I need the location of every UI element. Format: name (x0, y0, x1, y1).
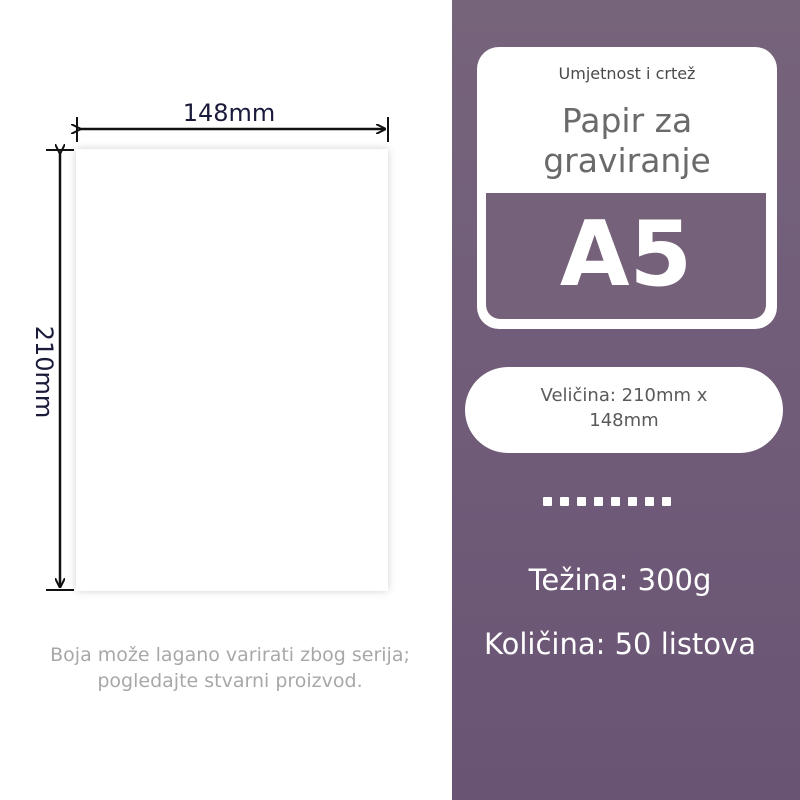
weight-spec: Težina: 300g (528, 563, 712, 597)
divider-dot (560, 497, 569, 506)
divider-dot (577, 497, 586, 506)
height-label: 210mm (30, 325, 58, 419)
divider-dot (628, 497, 637, 506)
width-label: 148mm (182, 99, 276, 127)
divider-dot (543, 497, 552, 506)
divider-dot (662, 497, 671, 506)
color-variation-note: Boja može lagano varirati zbog serija; pogledajte stvarni proizvod. (50, 644, 410, 692)
divider-dot (645, 497, 654, 506)
size-pill-text: Veličina: 210mm x 148mm (540, 385, 708, 431)
size-band (486, 193, 766, 319)
category-label: Umjetnost i crtež (558, 64, 696, 83)
size-pill (465, 367, 783, 453)
dot-divider (543, 497, 693, 507)
divider-dot (594, 497, 603, 506)
paper-size-label: A5 (559, 202, 693, 307)
quantity-spec: Količina: 50 listova (484, 627, 756, 661)
divider-dot (611, 497, 620, 506)
product-title: Papir za graviranje (543, 101, 711, 180)
product-card (477, 47, 777, 329)
